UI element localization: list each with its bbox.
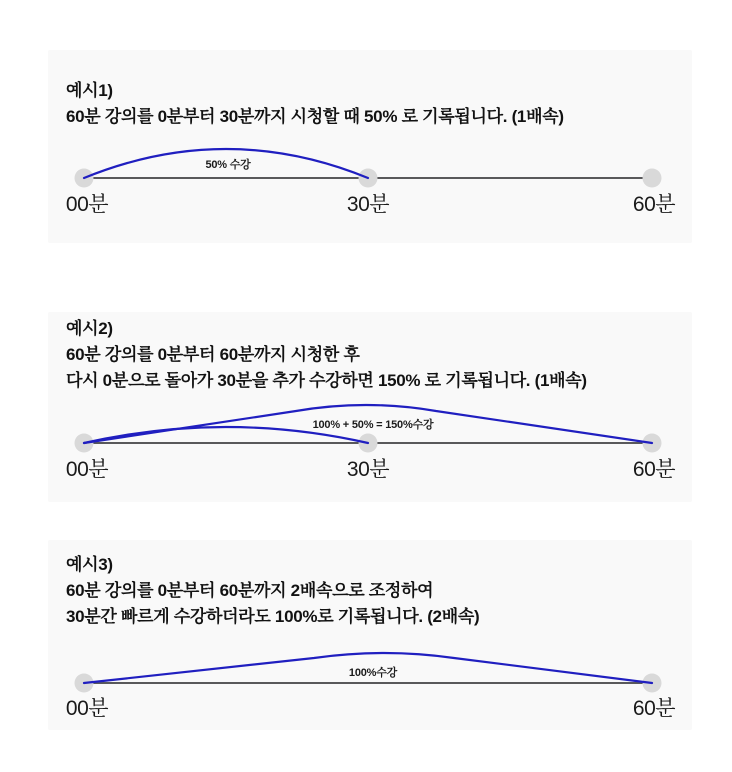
example-2-text (66, 316, 678, 394)
timeline-baseline (84, 682, 652, 684)
example-2-description-line2: 다시 0분으로 돌아가 30분을 추가 수강하면 150% 로 기록됩니다. (1배속) (66, 371, 587, 390)
example-1-description: 60분 강의를 0분부터 30분까지 시청할 때 50% 로 기록됩니다. (1배속) (66, 107, 564, 126)
tick-label-60min: 60분 (632, 697, 676, 720)
timeline-dot-60min (643, 674, 662, 693)
example-3-description-line1: 60분 강의를 0분부터 60분까지 2배속으로 조정하여 (66, 581, 434, 600)
timeline-dot-30min (359, 434, 378, 453)
example-1-card (48, 50, 692, 243)
tick-label-30min: 30분 (346, 458, 390, 481)
example-3-title: 예시3) (66, 555, 113, 574)
tick-label-00min: 00분 (65, 458, 109, 481)
arc-label-150-percent: 100% + 50% = 150%수강 (312, 419, 434, 431)
example-2-description-line1: 60분 강의를 0분부터 60분까지 시청한 후 (66, 345, 360, 364)
arc-label-100-percent: 100%수강 (348, 667, 398, 679)
example-3-card (48, 540, 692, 730)
example-2-card (48, 312, 692, 502)
timeline-dot-60min (643, 434, 662, 453)
tick-label-60min: 60분 (632, 193, 676, 216)
tick-label-60min: 60분 (632, 458, 676, 481)
example-1-title: 예시1) (66, 81, 113, 100)
arc-label-50-percent: 50% 수강 (205, 159, 251, 171)
timeline-dot-0min (75, 674, 94, 693)
timeline-dot-30min (359, 169, 378, 188)
example-2-title: 예시2) (66, 319, 113, 338)
timeline-dot-0min (75, 169, 94, 188)
example-1-text (66, 78, 678, 130)
tick-label-30min: 30분 (346, 193, 390, 216)
timeline-dot-60min (643, 169, 662, 188)
timeline-dot-0min (75, 434, 94, 453)
tick-label-00min: 00분 (65, 193, 109, 216)
example-3-description-line2: 30분간 빠르게 수강하더라도 100%로 기록됩니다. (2배속) (66, 607, 480, 626)
example-3-text (66, 552, 678, 630)
tick-label-00min: 00분 (65, 697, 109, 720)
